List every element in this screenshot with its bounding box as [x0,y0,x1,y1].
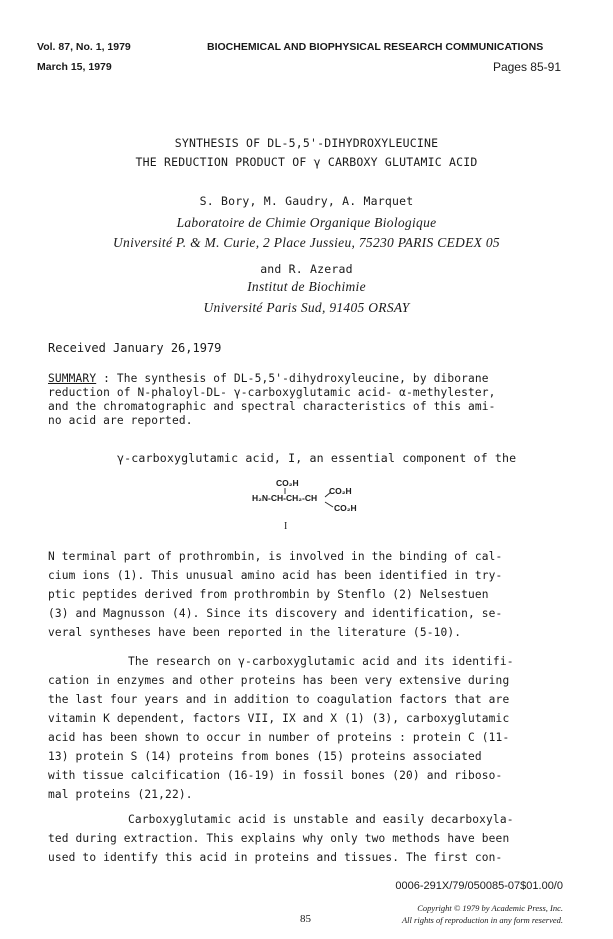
title-line-1: SYNTHESIS OF DL-5,5'-DIHYDROXYLEUCINE [174,136,439,150]
bond-lower [325,502,333,507]
para2-line-2: cation in enzymes and other proteins has been very extensive during [48,674,510,687]
structure-label: I [284,521,288,532]
issue-date: March 15, 1979 [37,61,112,73]
footer-code: 0006-291X/79/050085-07$01.00/0 [395,880,563,892]
affiliation-1-address: Université P. & M. Curie, 2 Place Jussieu, 75230 PARIS CEDEX 05 [113,235,500,250]
para3-line-1: Carboxyglutamic acid is unstable and easily decarboxyla- [128,813,514,826]
para3-line-3: used to identify this acid in proteins and tissues. The first con- [48,851,503,864]
structure-co2h-upper: CO₂H [329,486,352,496]
para2-line-7: with tissue calcification (16-19) in fossil bones (20) and riboso- [48,769,503,782]
summary-line-1 [48,372,489,385]
footer-rights: All rights of reproduction in any form reserved. [401,915,563,925]
affiliation-1-lab: Laboratoire de Chimie Organique Biologique [176,215,437,230]
page-range: Pages 85-91 [492,60,561,74]
affiliation-2-address: Université Paris Sud, 91405 ORSAY [203,300,410,315]
title-line-2: THE REDUCTION PRODUCT OF γ CARBOXY GLUTAMIC ACID [135,155,478,169]
bond-upper [325,492,331,497]
para3-line-2: ted during extraction. This explains why only two methods have been [48,832,510,845]
para2-line-3: the last four years and in addition to coagulation factors that are [48,693,510,706]
summary-line-3: and the chromatographic and spectral characteristics of this ami- [48,400,496,413]
para1-line-5: veral syntheses have been reported in the literature (5-10). [48,626,462,639]
para1-line-2: cium ions (1). This unusual amino acid has been identified in try- [48,569,503,582]
structure-co2h-lower: CO₂H [334,503,357,513]
para1-line-1: N terminal part of prothrombin, is involved in the binding of cal- [48,550,503,563]
summary-heading: SUMMARY [48,372,97,385]
intro-line: γ-carboxyglutamic acid, I, an essential component of the [117,451,517,465]
structure-bonds [252,478,372,528]
summary-line-4: no acid are reported. [48,414,193,427]
para2-line-4: vitamin K dependent, factors VII, IX and X (1) (3), carboxyglutamic [48,712,510,725]
volume-info: Vol. 87, No. 1, 1979 [37,41,131,53]
footer-copyright: Copyright © 1979 by Academic Press, Inc. [417,903,563,913]
para2-line-6: 13) protein S (14) proteins from bones (15) proteins associated [48,750,482,763]
para1-line-4: (3) and Magnusson (4). Since its discovery and identification, se- [48,607,503,620]
affiliation-2-lab: Institut de Biochimie [247,279,366,294]
chemical-structure [252,478,372,538]
authors-group-1: S. Bory, M. Gaudry, A. Marquet [199,194,414,208]
journal-name: BIOCHEMICAL AND BIOPHYSICAL RESEARCH COMMUNICATIONS [207,41,544,53]
page-number: 85 [300,913,311,925]
structure-backbone: H₂N-CH-CH₂-CH [252,493,318,503]
para2-line-1: The research on γ-carboxyglutamic acid and its identifi- [128,655,514,668]
summary-text-1: : The synthesis of DL-5,5'-dihydroxyleucine, by diborane [96,372,489,385]
summary-line-2: reduction of N-phaloyl-DL- γ-carboxyglutamic acid- α-methylester, [48,386,496,399]
para2-line-5: acid has been shown to occur in number of proteins : protein C (11- [48,731,510,744]
para1-line-3: ptic peptides derived from prothrombin by Stenflo (2) Nelsestuen [48,588,489,601]
authors-group-2: and R. Azerad [260,262,353,276]
structure-co2h-top: CO₂H [276,478,299,488]
para2-line-8: mal proteins (21,22). [48,788,193,801]
received-date: Received January 26,1979 [48,341,222,355]
